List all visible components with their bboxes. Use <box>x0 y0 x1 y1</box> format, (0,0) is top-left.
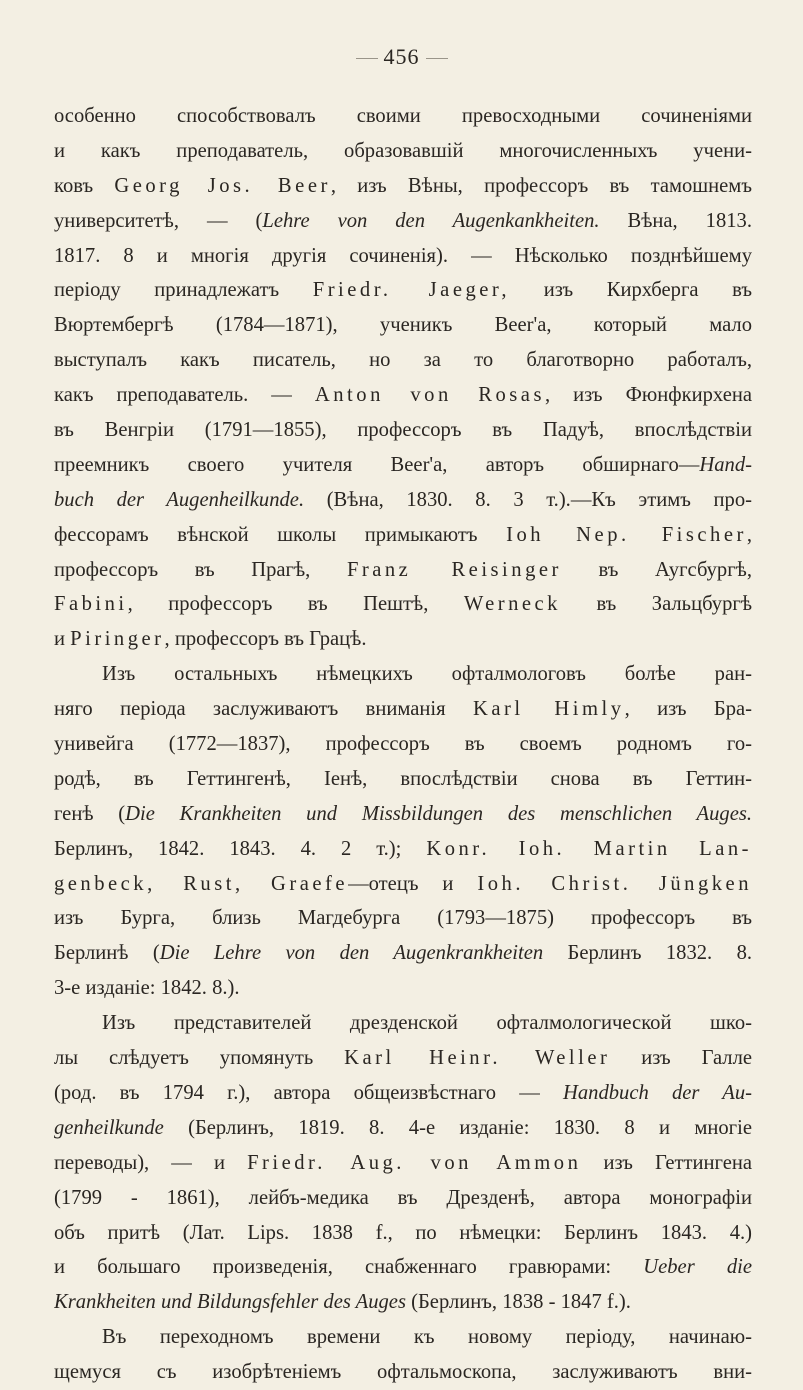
spaced-name: Friedr. Jaeger, <box>312 279 511 302</box>
text-run: 1817. 8 и многія другія сочиненія). — Нѣсколько позднѣйшему <box>54 244 752 267</box>
text-run: , изъ Бра- <box>624 698 752 721</box>
text-run: объ притѣ (Лат. Lips. 1838 f., по нѣмецки: Берлинъ 1843. 4.) <box>54 1221 752 1244</box>
text-run: изъ Бурга, близь Магдебурга (1793—1875) профессоръ въ <box>54 907 752 930</box>
italic-title: Lehre von den Augenkankheiten. <box>262 209 600 232</box>
text-run: Берлинъ, 1842. 1843. 4. 2 т.); <box>54 837 427 860</box>
text-line <box>54 1285 752 1320</box>
text-run: Берлинъ 1832. 8. <box>543 942 752 965</box>
page-number-dash-left <box>356 58 378 59</box>
text-run: фессорамъ вѣнской школы примыкаютъ <box>54 523 507 546</box>
page-number-text: 456 <box>383 44 420 69</box>
text-line <box>54 1146 752 1181</box>
text-line <box>54 1076 752 1111</box>
spaced-name: Ioh. Christ. Jüngken <box>477 872 752 895</box>
spaced-name: Ioh Nep. Fischer <box>506 523 747 546</box>
text-run: какъ преподаватель. — <box>54 384 315 407</box>
text-line <box>54 483 752 518</box>
body-text <box>54 99 752 1390</box>
text-run: (род. въ 1794 г.), автора общеизвѣстнаго — <box>54 1081 563 1104</box>
text-run: (1799 - 1861), лейбъ-медика въ Дрезденѣ, автора монографіи <box>54 1186 752 1209</box>
text-run: Изъ представителей дрезденской офталмологической шко- <box>102 1012 752 1035</box>
paragraph <box>54 1006 752 1320</box>
text-line <box>54 273 752 308</box>
spaced-name: Fabini <box>54 593 128 616</box>
text-run: въ Венгріи (1791—1855), профессоръ въ Падуѣ, впослѣдствіи <box>54 419 752 442</box>
text-line <box>54 413 752 448</box>
text-line <box>54 587 752 622</box>
text-run: періоду принадлежатъ <box>54 279 313 302</box>
text-run: ковъ <box>54 174 115 197</box>
text-run: особенно способствовалъ своими превосходными сочиненіями <box>54 105 752 127</box>
text-line <box>54 1006 752 1041</box>
text-line <box>54 1181 752 1216</box>
text-run: , <box>746 523 752 546</box>
text-line <box>54 797 752 832</box>
text-run: переводы), — и <box>54 1151 248 1174</box>
text-line <box>54 308 752 343</box>
spaced-name: Georg Jos. Beer <box>114 174 331 197</box>
text-line <box>54 692 752 727</box>
text-run: 3-е изданіе: 1842. 8.). <box>54 977 240 1000</box>
text-line <box>54 657 752 692</box>
paragraph <box>54 99 752 657</box>
paragraph <box>54 657 752 1006</box>
italic-title: Krankheiten und Bildungsfehler des Auges <box>54 1291 406 1314</box>
italic-title: Die Krankheiten und Missbildungen des menschlichen Auges. <box>125 802 752 825</box>
text-line <box>54 239 752 274</box>
text-run: изъ Кирхберга въ <box>510 279 752 302</box>
text-run: изъ Галле <box>610 1047 752 1070</box>
text-run: въ Аугсбургѣ, <box>561 558 752 581</box>
italic-title: Hand- <box>699 453 752 476</box>
text-run: выступалъ какъ писатель, но за то благотворно работалъ, <box>54 349 752 372</box>
page-number-dash-right <box>426 58 448 59</box>
text-line <box>54 134 752 169</box>
text-line <box>54 1111 752 1146</box>
italic-title: buch der Augenheilkunde. <box>54 488 305 511</box>
text-run: (Берлинъ, 1819. 8. 4-е изданіе: 1830. 8 и многіе <box>163 1116 752 1139</box>
text-run: Берлинѣ ( <box>54 942 160 965</box>
text-line <box>54 1041 752 1076</box>
text-line <box>54 936 752 971</box>
text-run: генѣ ( <box>54 802 126 825</box>
text-run: въ Зальцбургѣ <box>560 593 752 616</box>
text-line <box>54 99 752 134</box>
text-run: , изъ Вѣны, профессоръ въ тамошнемъ <box>330 174 752 197</box>
text-line <box>54 553 752 588</box>
spaced-name: Karl Heinr. Weller <box>344 1047 611 1070</box>
spaced-name: Konr. Ioh. Martin Lan- <box>426 837 752 860</box>
text-run: и большаго произведенія, снабженнаго гравюрами: <box>54 1256 644 1279</box>
text-run: университетѣ, — ( <box>54 209 263 232</box>
spaced-name: Piringer <box>70 628 165 651</box>
italic-title: Ueber die <box>643 1256 752 1279</box>
text-run: Въ переходномъ времени къ новому періоду, начинаю- <box>102 1326 752 1349</box>
text-run: родѣ, въ Геттингенѣ, Іенѣ, впослѣдствіи снова въ Геттин- <box>54 767 752 790</box>
text-run: изъ Геттингена <box>581 1151 752 1174</box>
text-run: , профессоръ въ Грацѣ. <box>164 628 367 651</box>
paragraph <box>54 1320 752 1390</box>
text-run: (Вѣна, 1830. 8. 3 т.).—Къ этимъ про- <box>304 488 752 511</box>
italic-title: genheilkunde <box>54 1116 164 1139</box>
text-line <box>54 378 752 413</box>
text-run: лы слѣдуетъ упомянуть <box>54 1047 345 1070</box>
text-line <box>54 727 752 762</box>
text-line <box>54 448 752 483</box>
text-line <box>54 1250 752 1285</box>
italic-title: Die Lehre von den Augenkrankheiten <box>159 942 544 965</box>
text-run: Вѣна, 1813. <box>599 209 752 232</box>
text-run: преемникъ своего учителя Beer'а, авторъ обширнаго— <box>54 453 700 476</box>
text-line <box>54 867 752 902</box>
text-line <box>54 832 752 867</box>
text-run: Изъ остальныхъ нѣмецкихъ офталмологовъ болѣе ран- <box>102 663 752 686</box>
text-run: Вюртембергѣ (1784—1871), ученикъ Beer'а, который мало <box>54 314 752 337</box>
text-line <box>54 901 752 936</box>
text-line <box>54 762 752 797</box>
text-run: , профессоръ въ Пештѣ, <box>127 593 464 616</box>
page-number <box>0 44 803 70</box>
text-line <box>54 971 752 1006</box>
text-run: , изъ Фюнфкирхена <box>544 384 752 407</box>
text-line <box>54 169 752 204</box>
text-line <box>54 204 752 239</box>
text-line <box>54 1216 752 1251</box>
spaced-name: genbeck, Rust, Graefe <box>54 872 349 895</box>
text-run: профессоръ въ Прагѣ, <box>54 558 347 581</box>
text-run: —отецъ и <box>348 872 478 895</box>
text-run: щемуся съ изобрѣтеніемъ офтальмоскопа, заслуживаютъ вни- <box>54 1361 752 1384</box>
spaced-name: Anton von Rosas <box>314 384 545 407</box>
text-line <box>54 622 752 657</box>
spaced-name: Friedr. Aug. von Ammon <box>247 1151 582 1174</box>
text-line <box>54 518 752 553</box>
text-line <box>54 343 752 378</box>
italic-title: Handbuch der Au- <box>563 1081 752 1104</box>
text-run: няго періода заслуживаютъ вниманія <box>54 698 473 721</box>
spaced-name: Karl Himly <box>472 698 625 721</box>
spaced-name: Franz Reisinger <box>346 558 562 581</box>
text-run: и <box>54 628 71 651</box>
text-line <box>54 1355 752 1390</box>
text-run: (Берлинъ, 1838 - 1847 f.). <box>405 1291 631 1314</box>
spaced-name: Werneck <box>463 593 561 616</box>
text-run: унивейга (1772—1837), профессоръ въ своемъ родномъ го- <box>54 733 752 756</box>
text-run: и какъ преподаватель, образовавшій многочисленныхъ учени- <box>54 139 752 162</box>
